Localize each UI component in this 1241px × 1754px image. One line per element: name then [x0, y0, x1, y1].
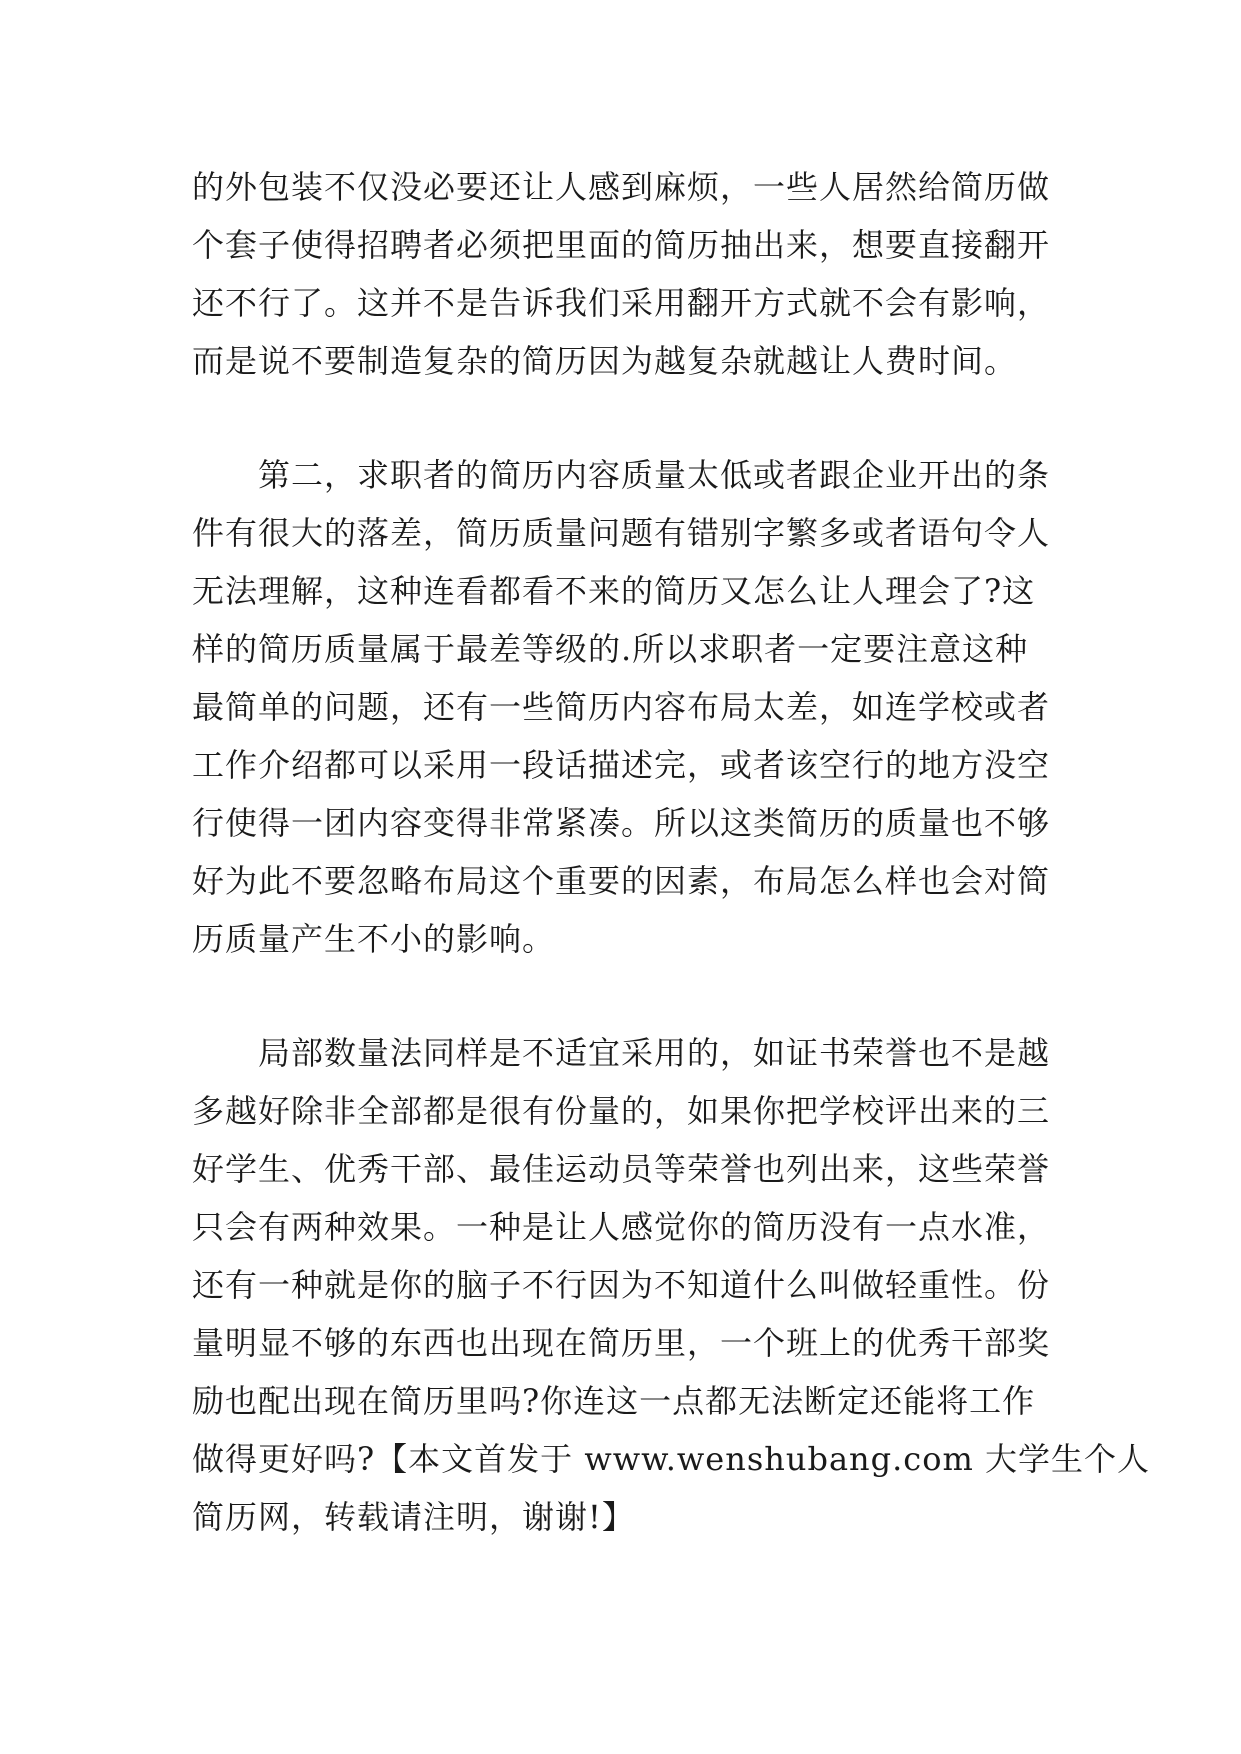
- text-line: 简历网，转载请注明，谢谢!】: [192, 1498, 635, 1536]
- text-line: 工作介绍都可以采用一段话描述完，或者该空行的地方没空: [192, 746, 1051, 784]
- text-line: 而是说不要制造复杂的简历因为越复杂就越让人费时间。: [192, 342, 1018, 380]
- text-line: 多越好除非全部都是很有份量的，如果你把学校评出来的三: [192, 1092, 1051, 1130]
- text-line: 最简单的问题，还有一些简历内容布局太差，如连学校或者: [192, 688, 1051, 726]
- text-line: 行使得一团内容变得非常紧凑。所以这类简历的质量也不够: [192, 804, 1051, 842]
- paragraph-second-point: [192, 446, 1092, 968]
- text-line: 好学生、优秀干部、最佳运动员等荣誉也列出来，这些荣誉: [192, 1150, 1051, 1188]
- text-line: 只会有两种效果。一种是让人感觉你的简历没有一点水准，: [192, 1208, 1051, 1246]
- text-line: 的外包装不仅没必要还让人感到麻烦，一些人居然给简历做: [192, 168, 1051, 206]
- text-line: 做得更好吗?【本文首发于 www.wenshubang.com 大学生个人: [192, 1440, 1150, 1478]
- text-line: 局部数量法同样是不适宜采用的，如证书荣誉也不是越: [192, 1034, 1051, 1072]
- text-line: 还不行了。这并不是告诉我们采用翻开方式就不会有影响，: [192, 284, 1051, 322]
- text-line: 无法理解，这种连看都看不来的简历又怎么让人理会了?这: [192, 572, 1036, 610]
- text-line: 历质量产生不小的影响。: [192, 920, 556, 958]
- text-line: 量明显不够的东西也出现在简历里，一个班上的优秀干部奖: [192, 1324, 1051, 1362]
- text-line: 样的简历质量属于最差等级的.所以求职者一定要注意这种: [192, 630, 1029, 668]
- paragraph-packaging: [192, 158, 1092, 390]
- text-line: 第二，求职者的简历内容质量太低或者跟企业开出的条: [192, 456, 1051, 494]
- text-line: 件有很大的落差，简历质量问题有错别字繁多或者语句令人: [192, 514, 1051, 552]
- text-line: 励也配出现在简历里吗?你连这一点都无法断定还能将工作: [192, 1382, 1036, 1420]
- paragraph-local-quantity: [192, 1024, 1150, 1546]
- text-line: 个套子使得招聘者必须把里面的简历抽出来，想要直接翻开: [192, 226, 1051, 264]
- text-line: 好为此不要忽略布局这个重要的因素，布局怎么样也会对简: [192, 862, 1051, 900]
- text-line: 还有一种就是你的脑子不行因为不知道什么叫做轻重性。份: [192, 1266, 1051, 1304]
